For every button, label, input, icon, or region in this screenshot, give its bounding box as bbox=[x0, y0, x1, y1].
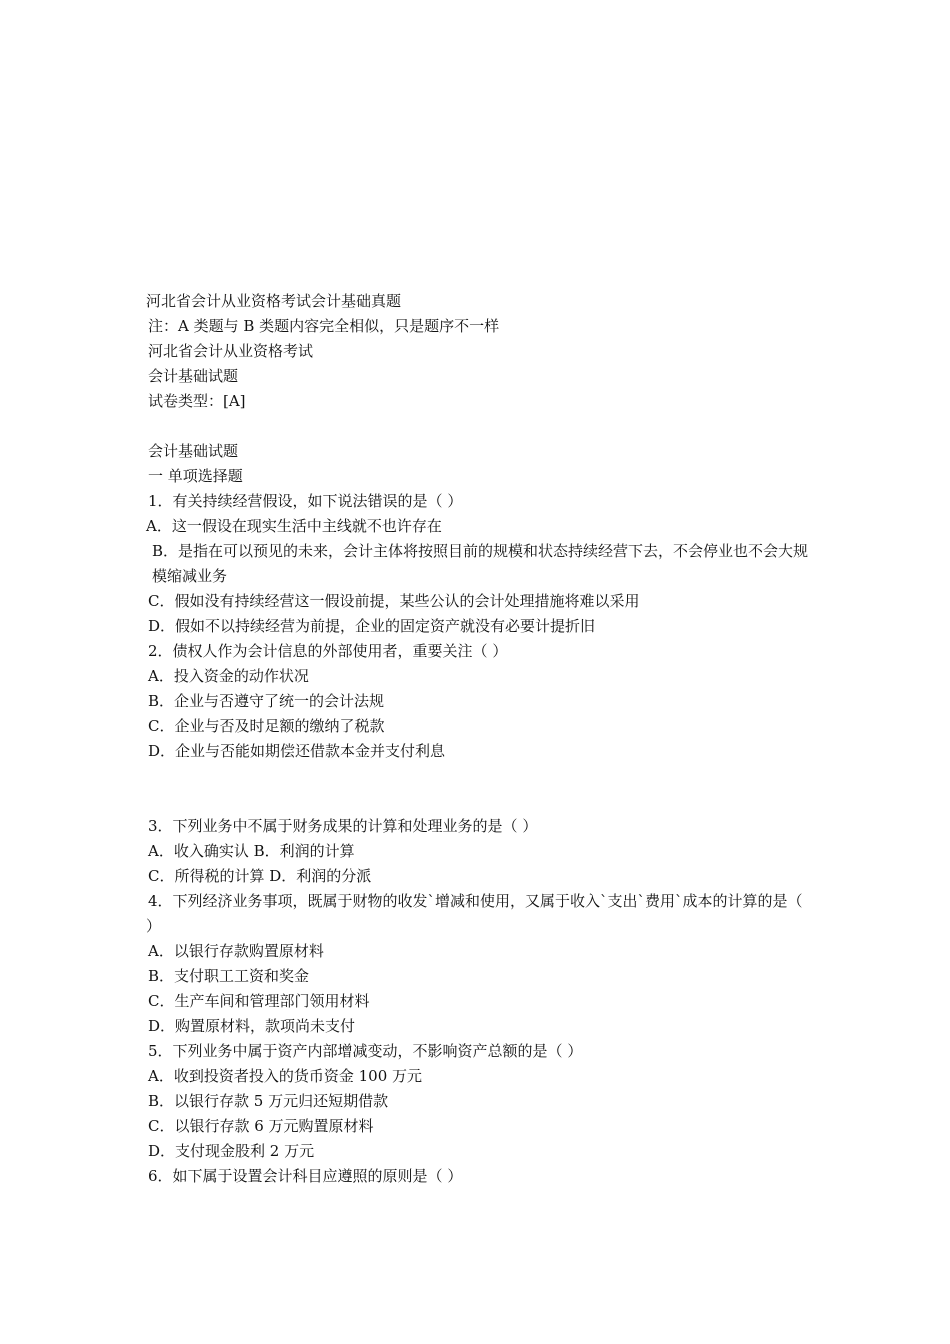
question-5-stem: 5．下列业务中属于资产内部增减变动，不影响资产总额的是（ ） bbox=[148, 1042, 583, 1060]
question-4-option-c: C．生产车间和管理部门领用材料 bbox=[148, 992, 370, 1010]
subject-heading-repeat: 会计基础试题 bbox=[148, 442, 239, 460]
paper-type: 试卷类型：[A] bbox=[148, 392, 246, 410]
question-5-option-b: B．以银行存款 5 万元归还短期借款 bbox=[148, 1092, 389, 1110]
spacer bbox=[146, 764, 810, 814]
question-4-option-a: A．以银行存款购置原材料 bbox=[148, 942, 324, 960]
question-2-option-d: D．企业与否能如期偿还借款本金并支付利息 bbox=[148, 742, 446, 760]
question-2-option-b: B．企业与否遵守了统一的会计法规 bbox=[148, 692, 385, 710]
question-2-option-c: C．企业与否及时足额的缴纳了税款 bbox=[148, 717, 385, 735]
question-5-option-c: C．以银行存款 6 万元购置原材料 bbox=[148, 1117, 374, 1135]
question-1-option-c: C．假如没有持续经营这一假设前提，某些公认的会计处理措施将难以采用 bbox=[148, 592, 640, 610]
question-4-option-b: B．支付职工工资和奖金 bbox=[148, 967, 310, 985]
question-1-option-b: B．是指在可以预见的未来，会计主体将按照目前的规模和状态持续经营下去，不会停业也不会大规模缩减业务 bbox=[152, 542, 809, 585]
header-block bbox=[146, 289, 810, 1189]
question-2-stem: 2．债权人作为会计信息的外部使用者，重要关注（ ） bbox=[148, 642, 508, 660]
question-3-options-ab: A．收入确实认 B．利润的计算 bbox=[148, 842, 355, 860]
question-3-stem: 3．下列业务中不属于财务成果的计算和处理业务的是（ ） bbox=[148, 817, 538, 835]
question-3-options-cd: C．所得税的计算 D．利润的分派 bbox=[148, 867, 372, 885]
subject-heading: 会计基础试题 bbox=[148, 367, 239, 385]
question-1-stem: 1．有关持续经营假设，如下说法错误的是（ ） bbox=[148, 492, 463, 510]
question-6-stem: 6．如下属于设置会计科目应遵照的原则是（ ） bbox=[148, 1167, 463, 1185]
exam-name: 河北省会计从业资格考试 bbox=[148, 342, 314, 360]
question-4-option-d: D．购置原材料，款项尚未支付 bbox=[148, 1017, 356, 1035]
spacer bbox=[146, 414, 810, 439]
question-4-stem: 4．下列经济业务事项，既属于财物的收发`增减和使用，又属于收入`支出`费用`成本的计算的是（ bbox=[148, 892, 803, 910]
question-4-stem-end: ） bbox=[146, 917, 162, 935]
document-note: 注：A 类题与 B 类题内容完全相似，只是题序不一样 bbox=[148, 317, 500, 335]
question-1-option-d: D．假如不以持续经营为前提，企业的固定资产就没有必要计提折旧 bbox=[148, 617, 596, 635]
document-title: 河北省会计从业资格考试会计基础真题 bbox=[146, 292, 402, 310]
question-5-option-a: A．收到投资者投入的货币资金 100 万元 bbox=[148, 1067, 423, 1085]
section-heading: 一 单项选择题 bbox=[148, 467, 243, 485]
question-1-option-a: A．这一假设在现实生活中主线就不也许存在 bbox=[146, 517, 442, 535]
question-2-option-a: A．投入资金的动作状况 bbox=[148, 667, 309, 685]
question-5-option-d: D．支付现金股利 2 万元 bbox=[148, 1142, 315, 1160]
